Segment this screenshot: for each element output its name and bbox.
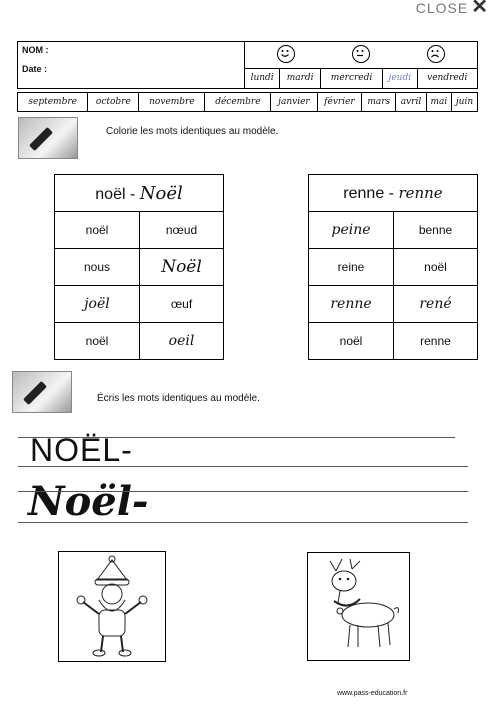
model-word-cursive: Noël- bbox=[28, 478, 149, 525]
month-mars: mars bbox=[362, 93, 396, 112]
word-cell[interactable]: noël bbox=[394, 249, 478, 286]
month-octobre: octobre bbox=[88, 93, 139, 112]
month-decembre: décembre bbox=[205, 93, 271, 112]
model-noel bbox=[55, 175, 224, 212]
word-cell[interactable]: peine bbox=[309, 212, 394, 249]
word-cell[interactable]: renne bbox=[394, 323, 478, 360]
word-cell[interactable]: noël bbox=[55, 212, 140, 249]
reindeer-image bbox=[307, 552, 410, 661]
word-cell[interactable]: noël bbox=[55, 323, 140, 360]
date-label: Date : bbox=[22, 64, 48, 74]
month-fevrier: février bbox=[317, 93, 362, 112]
word-cell[interactable]: joël bbox=[55, 286, 140, 323]
pencil-icon bbox=[12, 371, 72, 413]
word-cell[interactable]: nœud bbox=[140, 212, 224, 249]
word-cell[interactable]: renne bbox=[309, 286, 394, 323]
word-cell[interactable]: oeil bbox=[140, 323, 224, 360]
writing-line bbox=[18, 437, 455, 438]
sad-face-icon bbox=[427, 45, 445, 63]
writing-line bbox=[18, 466, 468, 467]
santa-image bbox=[58, 551, 166, 662]
day-jeudi: jeudi bbox=[383, 68, 417, 88]
pencil-icon bbox=[18, 117, 78, 159]
model-noel-cursive: Noël bbox=[139, 182, 183, 204]
model-word-uppercase: NOËL- bbox=[30, 432, 133, 468]
model-renne-print: renne - bbox=[343, 184, 399, 202]
month-mai: mai bbox=[426, 93, 451, 112]
model-noel-print: noël - bbox=[95, 185, 140, 203]
word-table-renne bbox=[308, 174, 478, 360]
writing-line bbox=[18, 522, 468, 523]
word-cell[interactable]: œuf bbox=[140, 286, 224, 323]
model-renne bbox=[309, 175, 478, 212]
word-cell[interactable]: benne bbox=[394, 212, 478, 249]
word-cell[interactable]: nous bbox=[55, 249, 140, 286]
word-cell[interactable]: reine bbox=[309, 249, 394, 286]
word-table-noel bbox=[54, 174, 224, 360]
header-table bbox=[17, 41, 478, 89]
neutral-face-icon bbox=[352, 45, 370, 63]
word-cell[interactable]: noël bbox=[309, 323, 394, 360]
month-juin: juin bbox=[451, 93, 477, 112]
word-cell[interactable]: rené bbox=[394, 286, 478, 323]
month-avril: avril bbox=[396, 93, 427, 112]
months-row bbox=[17, 92, 478, 112]
month-novembre: novembre bbox=[139, 93, 205, 112]
writing-line bbox=[18, 491, 468, 492]
month-janvier: janvier bbox=[271, 93, 317, 112]
word-cell[interactable]: Noël bbox=[140, 249, 224, 286]
exercise2-instruction: Écris les mots identiques au modèle. bbox=[97, 393, 260, 404]
name-date-cell bbox=[18, 42, 245, 89]
day-vendredi: vendredi bbox=[417, 68, 477, 88]
day-mercredi: mercredi bbox=[320, 68, 382, 88]
day-lundi: lundi bbox=[245, 68, 280, 88]
nom-label: NOM : bbox=[22, 45, 49, 55]
model-renne-cursive: renne bbox=[398, 183, 443, 202]
footer-site: www.pass-education.fr bbox=[337, 690, 408, 697]
day-mardi: mardi bbox=[280, 68, 321, 88]
mood-faces bbox=[245, 42, 478, 69]
month-septembre: septembre bbox=[18, 93, 88, 112]
close-label: CLOSE bbox=[415, 0, 469, 16]
exercise1-instruction: Colorie les mots identiques au modèle. bbox=[106, 126, 279, 137]
close-icon: ✕ bbox=[471, 0, 489, 18]
happy-face-icon bbox=[277, 45, 295, 63]
close-button[interactable] bbox=[416, 0, 489, 19]
